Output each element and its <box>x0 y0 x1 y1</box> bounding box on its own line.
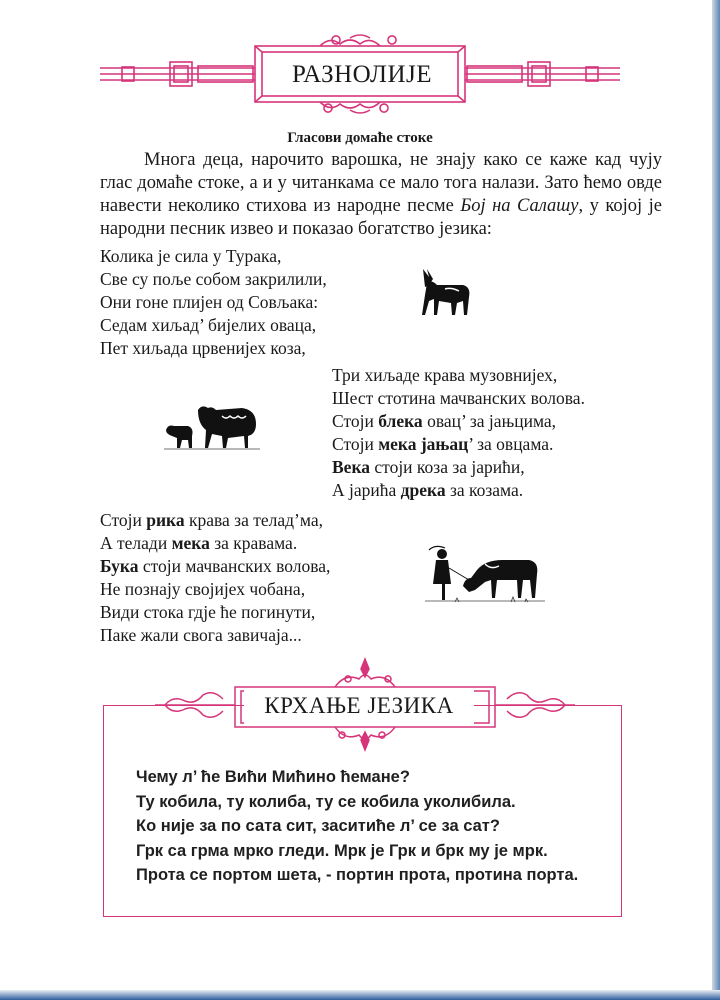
verse-line: Стоји рика крава за телад’ма, <box>100 510 323 530</box>
intro-line: навести неколико стихова из народне песме <box>100 196 461 216</box>
verse-line: Они гоне плијен од Совљака: <box>100 292 319 312</box>
tongue-twister-line: Прота се портом шета, - портин прота, протина порта. <box>136 866 579 884</box>
goat-icon <box>415 265 475 320</box>
verse-line: Паке жали свога завичаја... <box>100 625 302 645</box>
page-edge <box>712 0 720 1000</box>
verse-line: А јарића дрека за козама. <box>332 480 524 500</box>
intro-line: народни песник извео и показао богатство језика: <box>100 219 492 239</box>
poem-title: Бој на Салашу <box>460 196 579 216</box>
verse-line: Пет хиљада црвенијех коза, <box>100 338 306 358</box>
intro-line: Многа деца, нарочито варошка, не знају како се каже кад чују глас <box>100 150 662 193</box>
verse-line: Шест стотина мачванских волова. <box>332 388 585 408</box>
verse-line: Стоји блека овац’ за јањцима, <box>332 411 557 431</box>
verse-line: Три хиљаде крава музовнијех, <box>332 365 558 385</box>
verse-line: Колика је сила у Турака, <box>100 246 282 266</box>
section-title: КРХАЊЕ ЈЕЗИКА <box>244 688 474 724</box>
verse-line: Види стока гдје ће погинути, <box>100 602 316 622</box>
tongue-twister-line: Грк са грма мрко гледи. Мрк је Грк и брк му је мрк. <box>136 841 548 860</box>
stanza-3 <box>100 509 330 647</box>
verse-line: Стоји мека јањац’ за овцама. <box>332 434 554 454</box>
intro-line: домаће стоке, а и у читанкама се мало тога налази. Зато ћемо овде <box>137 173 662 193</box>
intro-paragraph <box>100 149 662 241</box>
section-subtitle: Гласови домаће стоке <box>287 130 433 146</box>
tongue-twister-line: Ко није за по сата сит, заситиће л’ се за сат? <box>136 817 500 835</box>
stanza-2 <box>332 364 585 502</box>
tongue-twister-list <box>136 765 578 888</box>
intro-line: , у којој је <box>578 196 662 216</box>
verse-line: Све су поље собом закрилили, <box>100 269 327 289</box>
cow-herder-icon <box>425 540 545 610</box>
tongue-twister-line: Ту кобила, ту колиба, ту се кобила уколибила. <box>136 792 516 811</box>
verse-line: Века стоји коза за јарићи, <box>332 457 525 477</box>
section-title: РАЗНОЛИЈЕ <box>291 61 433 88</box>
page-bottom-edge <box>0 990 720 1000</box>
verse-line: А телади мека за кравама. <box>100 533 298 553</box>
verse-line: Седам хиљад’ бијелих оваца, <box>100 315 317 335</box>
tongue-twister-line: Чему л’ ће Вићи Мићино ћемане? <box>136 768 410 786</box>
sheep-lamb-icon <box>162 400 262 452</box>
stanza-1 <box>100 245 327 360</box>
verse-line: Бука стоји мачванских волова, <box>100 556 331 576</box>
verse-line: Не познају својијех чобана, <box>100 579 306 599</box>
